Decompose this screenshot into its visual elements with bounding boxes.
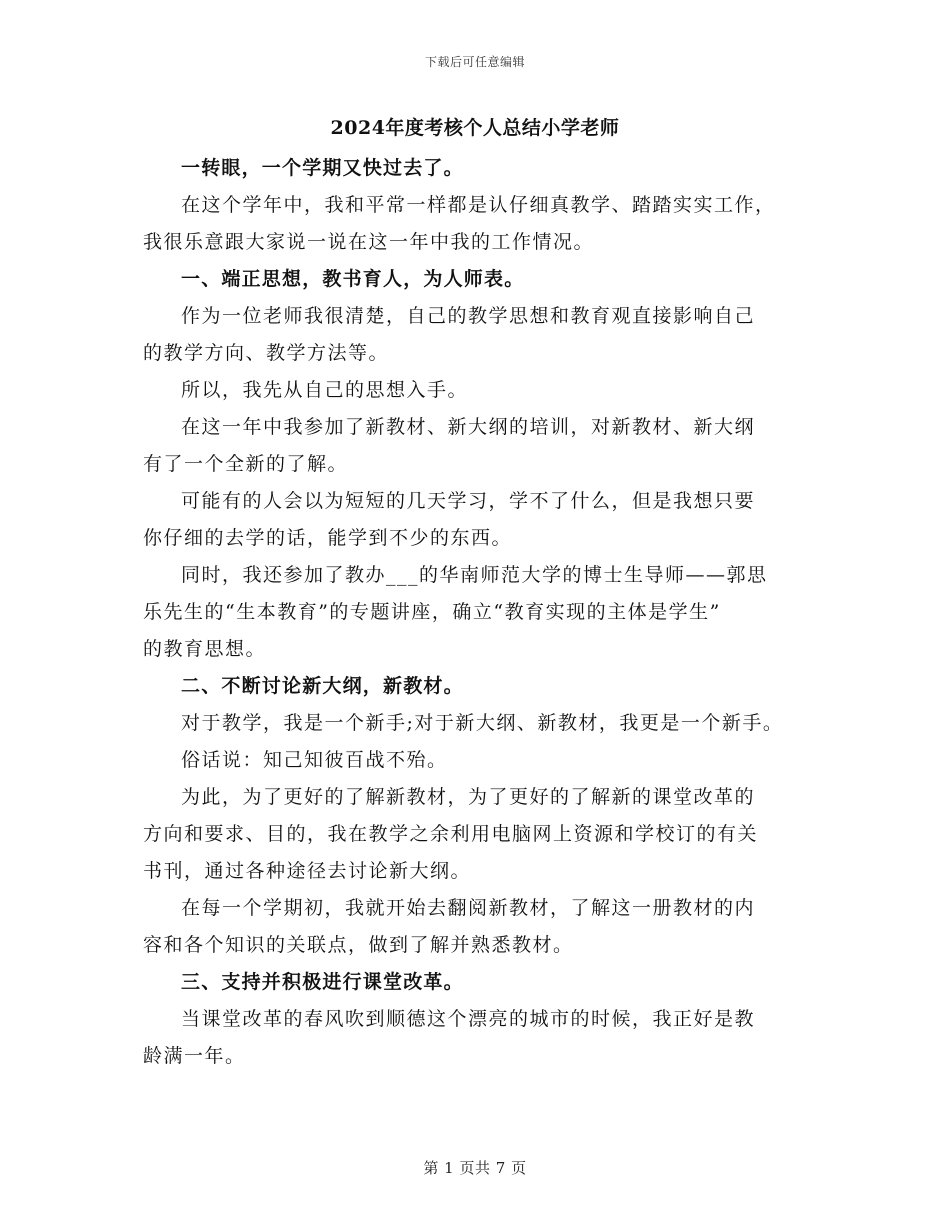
page-footer: 第 1 页共 7 页 [423,1159,527,1177]
paragraph-line: 乐先生的“生本教育”的专题讲座，确立“教育实现的主体是学生” [143,601,721,623]
paragraph-line: 有了一个全新的了解。 [143,453,349,475]
paragraph-line: 一、端正思想，教书育人，为人师表。 [181,268,525,290]
paragraph-line: 方向和要求、目的，我在教学之余利用电脑网上资源和学校订的有关 [143,823,759,845]
body-paragraph [143,742,833,779]
body-paragraph [143,409,833,483]
body-paragraph [143,372,833,409]
body-paragraph [143,187,833,261]
paragraph-line: 为此，为了更好的了解新教材，为了更好的了解新的课堂改革的 [181,786,756,808]
paragraph-line: 书刊，通过各种途径去讨论新大纲。 [143,860,472,882]
header-note: 下载后可任意编辑 [424,55,525,69]
section-heading [143,261,833,298]
body-paragraph [143,890,833,964]
paragraph-line: 一转眼，一个学期又快过去了。 [181,157,464,179]
paragraph-line: 在这一年中我参加了新教材、新大纲的培训，对新教材、新大纲 [181,416,756,438]
paragraph-line: 对于教学，我是一个新手;对于新大纲、新教材，我更是一个新手。 [181,712,784,734]
document-body [143,150,833,1075]
paragraph-line: 可能有的人会以为短短的几天学习，学不了什么，但是我想只要 [181,490,756,512]
section-heading [143,150,833,187]
paragraph-line: 二、不断讨论新大纲，新教材。 [181,675,464,697]
paragraph-line: 所以，我先从自己的思想入手。 [181,379,469,401]
paragraph-line: 的教育思想。 [143,638,267,660]
paragraph-line: 在每一个学期初，我就开始去翻阅新教材，了解这一册教材的内 [181,897,756,919]
body-paragraph [143,483,833,557]
paragraph-line: 的教学方向、教学方法等。 [143,342,390,364]
body-paragraph [143,557,833,668]
paragraph-line: 在这个学年中，我和平常一样都是认仔细真教学、踏踏实实工作， [181,194,776,216]
paragraph-line: 同时，我还参加了教办___的华南师范大学的博士生导师——郭思 [181,564,768,586]
document-title: 2024年度考核个人总结小学老师 [330,117,620,139]
section-heading [143,668,833,705]
paragraph-line: 你仔细的去学的话，能学到不少的东西。 [143,527,513,549]
paragraph-line: 当课堂改革的春风吹到顺德这个漂亮的城市的时候，我正好是教 [181,1008,756,1030]
body-paragraph [143,1001,833,1075]
body-paragraph [143,298,833,372]
paragraph-line: 龄满一年。 [143,1045,246,1067]
body-paragraph [143,705,833,742]
paragraph-line: 作为一位老师我很清楚，自己的教学思想和教育观直接影响自己 [181,305,756,327]
paragraph-line: 容和各个知识的关联点，做到了解并熟悉教材。 [143,934,574,956]
paragraph-line: 三、支持并积极进行课堂改革。 [181,971,464,993]
body-paragraph [143,779,833,890]
paragraph-line: 俗话说：知己知彼百战不殆。 [181,749,448,771]
paragraph-line: 我很乐意跟大家说一说在这一年中我的工作情况。 [143,231,595,253]
section-heading [143,964,833,1001]
